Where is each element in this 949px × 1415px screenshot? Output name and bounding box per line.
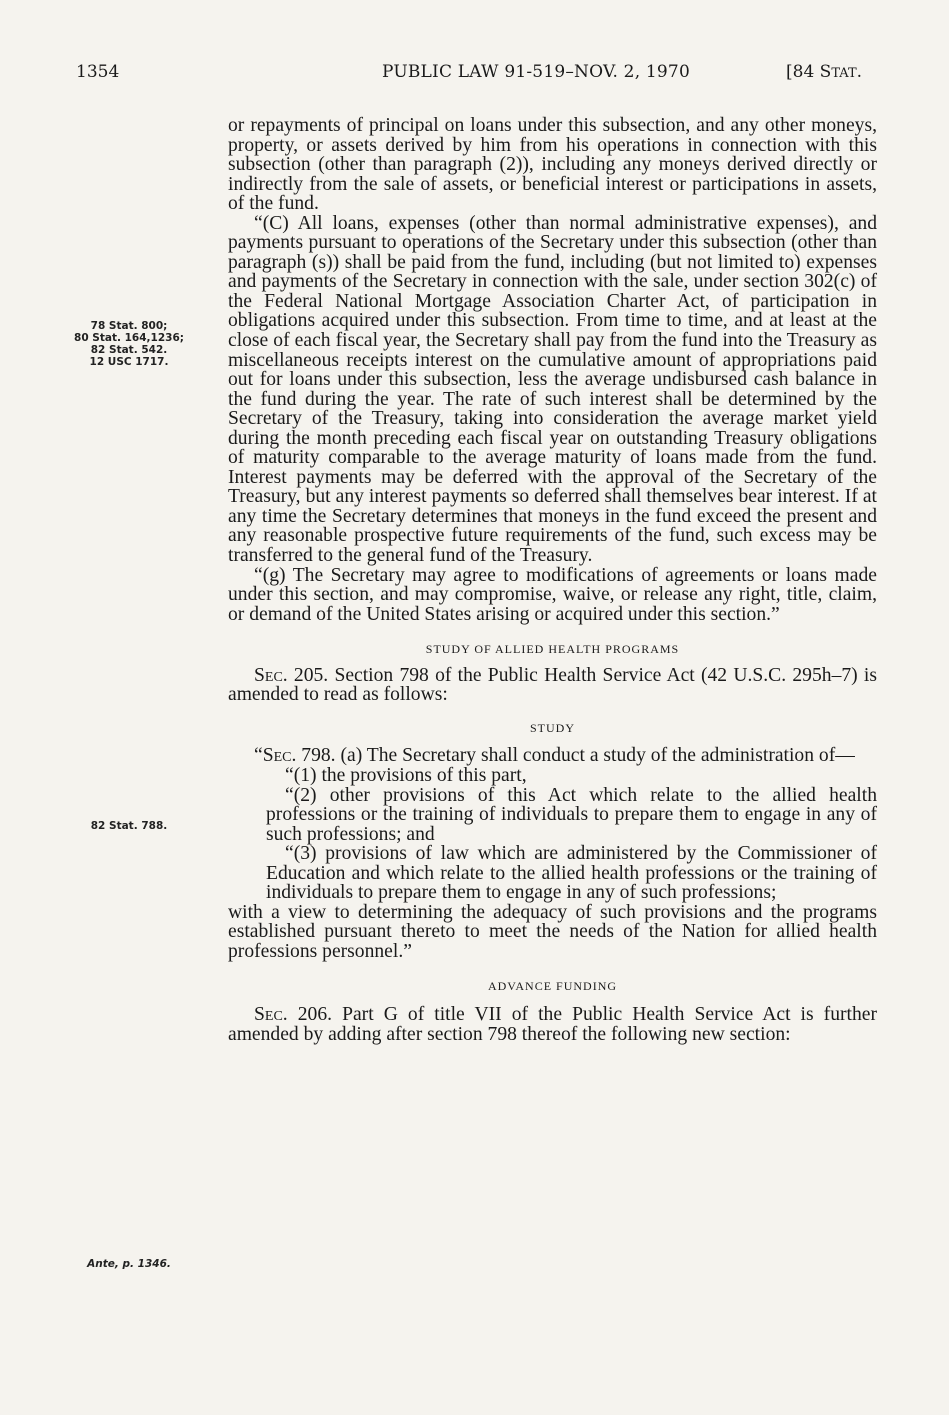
section-heading: ADVANCE FUNDING [487,979,618,994]
stat-open: [84 S [786,62,832,82]
paragraph: or repayments of principal on loans under this subsection, and any other moneys, property, or assets derived by him from his operations in connection with this subsection (other than paragraph (2)), including any moneys derived directly or indirectly from the sale of assets, or beneficial interest or participations in assets, of the fund. [228,115,877,215]
sec-text: 798. (a) The Secretary shall conduct a study of the administration of— [296,745,855,767]
page-number: 1354 [76,62,120,82]
sec-text: 206. Part G of title VII of the Public Health Service Act is further amended by adding after section 798 thereof the following new section: [228,1003,877,1045]
margin-stat-788: 82 Stat. 788. [90,820,168,832]
margin-citation: 12 USC 1717. [89,356,169,368]
sec-label: Sec. [254,664,288,686]
stat-close: . [856,62,863,82]
body-text [228,116,877,1044]
margin-citations [64,320,194,368]
sec-label: Sec. [262,745,297,767]
statute-reference [786,62,862,82]
paragraph: “(g) The Secretary may agree to modifications of agreements or loans made under this section, and may compromise, waive, or release any right, title, claim, or demand of the United States arising or acquired under this section.” [228,564,877,625]
paragraph: “(C) All loans, expenses (other than normal administrative expenses), and payments pursuant to operations of the Secretary under this subsection (other than paragraph (s)) shall be paid from the fund, including (but not limited to) expenses and payments of the Secretary in connection with the sale, under section 302(c) of the Federal National Mortgage Association Charter Act, of participation in obligations acquired under this subsection. From time to time, and at least at the close of each fiscal year, the Secretary shall pay from the fund into the Treasury as miscellaneous receipts interest on the cumulative amount of appropriations paid out for loans under this subsection, less the average undisbursed cash balance in the fund during the year. The rate of such interest shall be determined by the Secretary of the Treasury, taking into consideration the average market yield during the month preceding each fiscal year on outstanding Treasury obligations of maturity comparable to the average maturity of loans made from the fund. Interest payments may be deferred with the approval of the Secretary of the Treasury, but any interest payments so deferred shall themselves bear interest. If at any time the Secretary determines that moneys in the fund exceed the present and any reasonable prospective future requirements of the fund, such excess may be transferred to the general fund of the Treasury. [228,212,877,567]
section-206 [228,1005,877,1044]
section-798 [228,746,877,766]
open-quote: “ [254,745,263,767]
sec-text: 205. Section 798 of the Public Health Service Act (42 U.S.C. 295h–7) is amended to read as follows: [228,664,877,706]
closing-paragraph: with a view to determining the adequacy of such provisions and the programs established pursuant thereto to meet the needs of the Nation for allied health professions personnel.” [228,901,877,962]
section-heading: STUDY [529,720,575,735]
margin-ante: Ante, p. 1346. [87,1258,171,1270]
page-header [0,62,949,86]
margin-citation: 80 Stat. 164,1236; [74,332,184,344]
list-item: “(1) the provisions of this part, [285,764,527,786]
margin-citation: 82 Stat. 542. [90,344,168,356]
list-item: “(2) other provisions of this Act which relate to the allied health professions or the training of individuals to prepare them to engage in any of such professions; and [266,784,877,845]
sec-label: Sec. [254,1003,288,1025]
section-heading: STUDY OF ALLIED HEALTH PROGRAMS [425,642,680,657]
list-item: “(3) provisions of law which are administered by the Commissioner of Education and which relate to the allied health professions or the training of individuals to prepare them to engage in any of such professions; [266,843,877,904]
running-title: PUBLIC LAW 91-519–NOV. 2, 1970 [382,62,690,82]
section-205 [228,666,877,705]
stat-small: TAT [831,66,857,81]
margin-citation: 78 Stat. 800; [90,320,168,332]
